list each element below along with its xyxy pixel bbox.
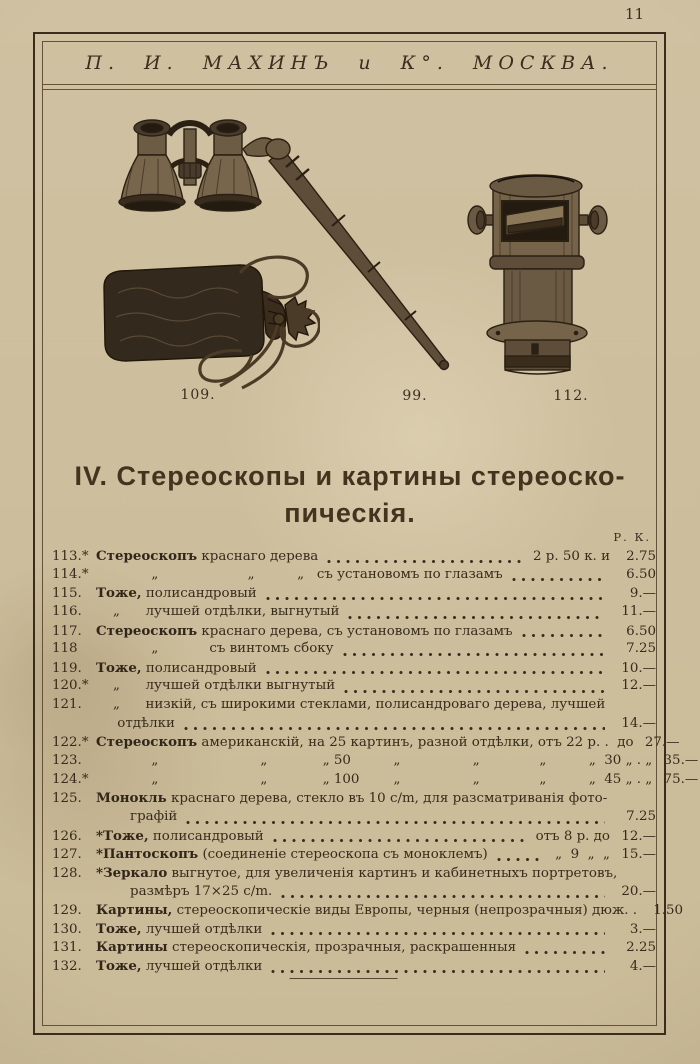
item-text: краснаго дерева, стекло въ 10 c/m, для разсматриванія фото- <box>166 791 608 807</box>
dot-leader <box>184 815 605 826</box>
item-text: полисандровый <box>141 586 257 602</box>
item-number: 117. <box>52 623 82 639</box>
item-text: американскій, на 25 картинъ, разной отдѣлки, отъ 22 р. . до <box>197 735 634 751</box>
item-number: 129. <box>52 903 82 919</box>
item-price-prefix: „ 9 „ „ <box>555 847 610 863</box>
list-item <box>52 771 699 791</box>
item-price: 6.50 <box>626 566 656 582</box>
item-lead: Тоже, <box>96 958 142 975</box>
list-item <box>52 958 656 977</box>
item-number: 113.* <box>52 549 89 564</box>
dot-leader <box>346 610 605 621</box>
section-heading <box>55 458 645 532</box>
item-price: 12.— <box>621 678 656 694</box>
end-rule <box>290 978 398 979</box>
item-text: стереоскопическіе виды Европы, черныя (непрозрачныя) дюж. . <box>172 903 638 919</box>
dot-leader <box>269 964 605 975</box>
item-text: краснаго дерева <box>197 549 319 564</box>
item-number: 121. <box>52 697 82 713</box>
item-number: 118 <box>52 641 78 657</box>
item-number: 132. <box>52 959 82 975</box>
item-number: 120.* <box>52 678 89 694</box>
item-number: 126. <box>52 828 82 844</box>
list-item <box>52 567 656 586</box>
masthead-title: П. И. МАХИНЪ и К°. МОСКВА. <box>85 52 614 74</box>
list-item <box>52 846 656 865</box>
item-number: 123. <box>52 753 82 769</box>
item-text: графій <box>96 808 178 824</box>
price-column-header: Р. К. <box>613 530 651 544</box>
item-price: 9.— <box>629 586 656 602</box>
item-price: 7.25 <box>626 641 656 657</box>
item-price-prefix: отъ 8 р. до <box>535 828 610 844</box>
dot-leader <box>520 628 605 639</box>
list-item <box>52 921 656 940</box>
item-number: 131. <box>52 940 82 956</box>
dot-leader <box>495 852 545 863</box>
item-price: 11.— <box>621 603 656 619</box>
item-number: 128. <box>52 865 82 881</box>
dot-leader <box>182 721 605 732</box>
item-number: 114.* <box>52 566 89 582</box>
stereoscope-monocle-illustration <box>460 168 615 386</box>
item-text: лучшей отдѣлки <box>141 959 263 975</box>
item-lead: Тоже, <box>96 659 142 676</box>
dot-leader <box>325 554 523 565</box>
list-item <box>52 902 684 921</box>
caption-109: 109. <box>180 387 216 403</box>
item-text: лучшей отдѣлки <box>141 921 263 937</box>
item-price: 12.— <box>621 828 656 844</box>
item-lead: Тоже, <box>96 585 142 602</box>
dot-leader <box>264 665 605 676</box>
list-item <box>52 585 656 604</box>
dot-leader <box>264 591 605 602</box>
list-item <box>52 716 656 735</box>
item-price: 1.50 <box>653 903 684 919</box>
list-item <box>52 865 656 884</box>
list-item <box>52 828 656 847</box>
item-text: „ лучшей отдѣлки, выгнутый <box>96 603 340 619</box>
list-item <box>52 790 656 809</box>
item-text: „ съ винтомъ сбоку <box>96 641 334 657</box>
caption-99: 99. <box>402 388 428 404</box>
item-lead: Стереоскопъ <box>96 734 198 751</box>
item-lead: Картины <box>96 939 168 956</box>
dot-leader <box>271 833 526 844</box>
list-item <box>52 939 656 958</box>
item-number: 115. <box>52 586 82 602</box>
list-item <box>52 884 656 903</box>
item-price: 35.— <box>663 753 699 769</box>
item-lead: *Тоже, <box>96 827 149 844</box>
item-lead: Монокль <box>96 790 167 807</box>
item-lead: *Пантоскопъ <box>96 846 199 863</box>
dot-leader <box>341 647 605 658</box>
price-list <box>52 548 699 977</box>
item-text: полисандровый <box>148 828 264 844</box>
item-price: 6.50 <box>626 623 656 639</box>
item-text: „ „ „ съ установомъ по глазамъ <box>96 566 503 582</box>
list-item <box>52 604 656 623</box>
item-text: „ „ „ 50 „ „ „ „ 30 „ . „ <box>96 753 653 769</box>
section-heading-line2: пическія. <box>284 498 416 528</box>
list-item <box>52 641 656 660</box>
item-price: 2.25 <box>626 940 656 956</box>
item-lead: Тоже, <box>96 920 142 937</box>
item-number: 127. <box>52 847 82 863</box>
item-lead: *Зеркало <box>96 864 168 881</box>
item-number: 130. <box>52 921 82 937</box>
list-item <box>52 697 656 716</box>
item-number: 122.* <box>52 735 89 751</box>
item-text: стереоскопическія, прозрачныя, раскрашенныя <box>167 940 517 956</box>
list-item <box>52 548 656 567</box>
item-price: 2.75 <box>626 549 656 564</box>
item-number: 119. <box>52 660 82 676</box>
item-price: 15.— <box>621 847 656 863</box>
masthead <box>43 42 656 85</box>
item-text: выгнутое, для увеличенія картинъ и кабинетныхъ портретовъ, <box>167 865 618 881</box>
item-text: „ низкій, съ широкими стеклами, полисандроваго дерева, лучшей <box>96 697 606 713</box>
dot-leader <box>523 945 605 956</box>
list-item <box>52 678 656 697</box>
item-text: „ лучшей отдѣлки выгнутый <box>96 678 336 694</box>
item-text: „ „ „ 100 „ „ „ „ 45 „ . „ <box>96 771 653 787</box>
item-price: 7.25 <box>626 808 656 824</box>
dot-leader <box>269 926 605 937</box>
pouch-illustration <box>90 253 320 393</box>
item-price: 3.— <box>629 921 656 937</box>
item-price: 10.— <box>621 660 656 676</box>
list-item <box>52 660 656 679</box>
item-number: 124.* <box>52 771 89 787</box>
item-number: 125. <box>52 791 82 807</box>
dot-leader <box>342 684 605 695</box>
masthead-rule <box>43 85 656 90</box>
item-price: 75.— <box>663 771 699 787</box>
caption-112: 112. <box>553 388 589 404</box>
item-text: (соединеніе стереоскопа съ моноклемъ) <box>198 847 488 863</box>
list-item <box>52 623 656 642</box>
section-heading-line1: IV. Стереоскопы и картины стереоско- <box>74 461 626 491</box>
item-price-prefix: 2 р. 50 к. и <box>533 549 610 564</box>
item-text: размѣръ 17×25 c/m. <box>96 883 273 899</box>
list-item <box>52 753 699 772</box>
item-text: краснаго дерева, съ установомъ по глазамъ <box>197 623 513 639</box>
item-price: 14.— <box>621 715 656 731</box>
list-item <box>52 809 656 828</box>
item-price: 27.— <box>644 735 680 751</box>
item-price: 20.— <box>621 883 656 899</box>
dot-leader <box>510 572 605 583</box>
dot-leader <box>279 889 605 900</box>
item-lead: Картины, <box>96 902 173 919</box>
item-lead: Стереоскопъ <box>96 622 198 639</box>
item-text: полисандровый <box>141 660 257 676</box>
list-item <box>52 734 680 753</box>
page-number: 11 <box>624 5 644 23</box>
item-lead: Стереоскопъ <box>96 548 198 564</box>
item-text: отдѣлки <box>96 715 175 731</box>
item-number: 116. <box>52 603 82 619</box>
item-price: 4.— <box>629 959 656 975</box>
